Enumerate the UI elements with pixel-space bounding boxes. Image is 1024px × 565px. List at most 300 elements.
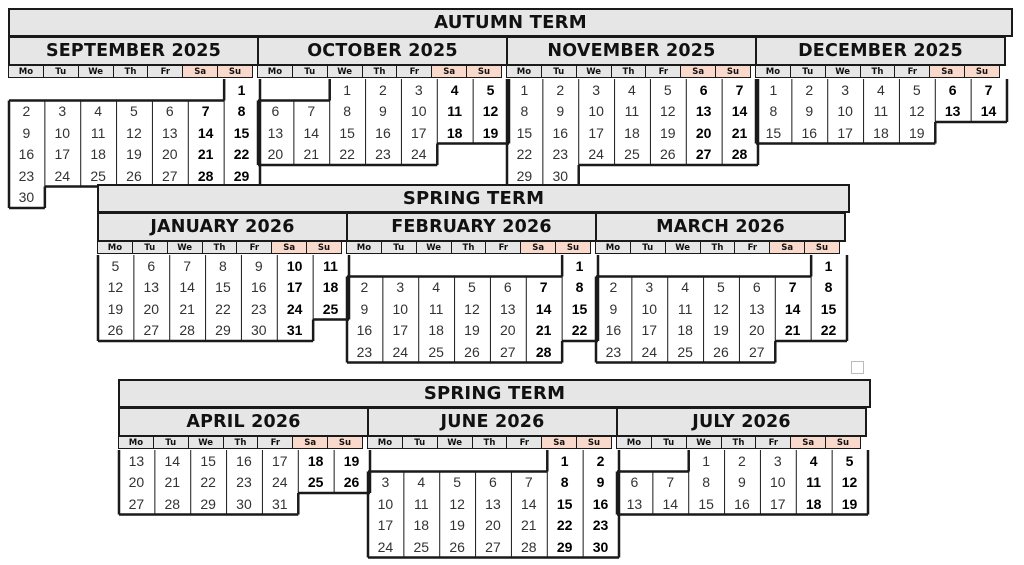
weekday-header: Su: [576, 436, 612, 449]
day-cell: 3: [58, 103, 67, 120]
day-cell: 4: [417, 474, 426, 491]
day-cell: 14: [164, 452, 181, 469]
day-cell: 27: [128, 495, 145, 512]
empty-day-cell: [44, 79, 80, 101]
empty-day-cell: [774, 255, 810, 277]
day-cell: 4: [628, 81, 636, 98]
weekday-header: Fr: [645, 65, 681, 78]
day-cell: 26: [107, 322, 124, 339]
day-cell: 8: [219, 257, 227, 274]
empty-day-cell: [116, 79, 152, 101]
day-cell: 28: [535, 343, 552, 360]
day-cell: 31: [272, 495, 288, 512]
month-title: SEPTEMBER 2025: [8, 36, 259, 66]
week-row: [97, 277, 348, 299]
day-cell: 10: [588, 103, 604, 120]
week-row: [367, 515, 618, 537]
weekday-header: Sa: [680, 65, 716, 78]
day-cell: 1: [520, 81, 529, 98]
day-cell: 7: [666, 474, 675, 491]
weekday-header: Su: [715, 65, 751, 78]
day-cell: 19: [660, 124, 676, 141]
weekday-header: Su: [804, 241, 840, 254]
weekday-header: Sa: [271, 241, 307, 254]
day-cell: 12: [660, 103, 676, 120]
month-title: MARCH 2026: [595, 212, 846, 242]
day-cell: 25: [677, 343, 693, 360]
empty-day-cell: [44, 187, 80, 209]
day-cell: 2: [379, 81, 387, 98]
day-cell: 8: [824, 279, 833, 296]
week-row: [595, 298, 846, 320]
week-row: [8, 101, 259, 123]
weekday-header: Sa: [929, 65, 965, 78]
day-cell: 15: [556, 495, 573, 512]
empty-day-cell: [703, 255, 739, 277]
weekday-header: Tu: [630, 241, 666, 254]
empty-day-cell: [346, 255, 382, 277]
weekday-header: Sa: [292, 436, 328, 449]
day-cell: 3: [773, 452, 782, 469]
day-cell: 9: [379, 103, 387, 120]
day-cell: 14: [179, 279, 195, 296]
day-cell: 4: [877, 81, 885, 98]
day-cell: 23: [605, 343, 622, 360]
day-cell: 28: [164, 495, 181, 512]
day-cell: 2: [22, 103, 31, 120]
weekday-header: Mo: [8, 65, 44, 78]
day-cell: 26: [449, 538, 465, 555]
day-cell: 8: [560, 474, 569, 491]
day-cell: 18: [428, 322, 444, 339]
day-cell: 27: [500, 343, 516, 360]
day-cell: 18: [307, 452, 324, 469]
day-cell: 23: [251, 300, 267, 317]
day-cell: 7: [984, 81, 993, 98]
day-cell: 5: [453, 474, 461, 491]
day-cell: 28: [521, 538, 537, 555]
week-row: [346, 341, 597, 363]
day-grid: [367, 450, 618, 558]
empty-day-cell: [333, 493, 369, 515]
day-cell: 22: [516, 146, 533, 163]
day-cell: 28: [179, 322, 195, 339]
empty-day-cell: [80, 79, 116, 101]
day-cell: 5: [111, 257, 120, 274]
day-cell: 4: [94, 103, 102, 120]
weekday-header-row: [97, 242, 348, 255]
day-cell: 22: [215, 300, 231, 317]
weekday-header: We: [665, 241, 701, 254]
day-cell: 7: [524, 474, 533, 491]
day-cell: 10: [392, 300, 409, 317]
day-cell: 14: [731, 103, 748, 120]
day-cell: 11: [447, 103, 463, 120]
day-cell: 3: [592, 81, 600, 98]
week-row: [257, 122, 508, 144]
empty-day-cell: [525, 255, 561, 277]
day-cell: 21: [303, 146, 320, 163]
day-cell: 9: [22, 124, 31, 141]
month-title: JANUARY 2026: [97, 212, 348, 242]
day-cell: 8: [575, 279, 584, 296]
weekday-header: Mo: [595, 241, 631, 254]
week-row: [8, 122, 259, 144]
month-calendar: [118, 407, 369, 558]
day-cell: 17: [286, 279, 303, 296]
weekday-header: Th: [700, 241, 736, 254]
day-cell: 20: [162, 146, 178, 163]
day-cell: 10: [54, 124, 71, 141]
day-cell: 19: [841, 495, 858, 512]
day-cell: 1: [237, 81, 246, 98]
day-cell: 18: [624, 124, 640, 141]
week-row: [8, 79, 259, 101]
empty-day-cell: [738, 255, 774, 277]
day-cell: 24: [411, 146, 427, 163]
empty-day-cell: [293, 79, 329, 101]
week-row: [595, 277, 846, 299]
day-cell: 16: [552, 124, 569, 141]
day-cell: 28: [197, 167, 214, 184]
month-calendar: [346, 212, 597, 363]
day-cell: 2: [738, 452, 746, 469]
weekday-header: Fr: [257, 436, 293, 449]
day-cell: 30: [236, 495, 252, 512]
day-cell: 3: [396, 279, 405, 296]
day-cell: 24: [286, 300, 303, 317]
day-cell: 7: [201, 103, 210, 120]
day-cell: 10: [770, 474, 786, 491]
day-cell: 20: [143, 300, 160, 317]
weekday-header-row: [8, 66, 259, 79]
month-title: JULY 2026: [616, 407, 867, 437]
day-cell: 16: [592, 495, 609, 512]
day-cell: 13: [695, 103, 712, 120]
day-cell: 9: [556, 103, 565, 120]
week-row: [506, 122, 757, 144]
empty-day-cell: [257, 79, 293, 101]
day-cell: 22: [233, 146, 250, 163]
day-cell: 21: [731, 124, 748, 141]
weekday-header: We: [327, 65, 363, 78]
empty-day-cell: [312, 320, 348, 342]
day-cell: 3: [414, 81, 423, 98]
day-cell: 29: [556, 538, 573, 555]
empty-day-cell: [475, 450, 511, 472]
empty-day-cell: [652, 450, 688, 472]
day-cell: 16: [236, 452, 252, 469]
day-cell: 17: [837, 124, 853, 141]
weekday-header: Th: [860, 65, 896, 78]
day-cell: 8: [343, 103, 351, 120]
day-cell: 10: [837, 103, 853, 120]
day-cell: 18: [677, 322, 693, 339]
month-title: NOVEMBER 2025: [506, 36, 757, 66]
weekday-header: Fr: [894, 65, 930, 78]
day-cell: 11: [90, 124, 106, 141]
day-cell: 7: [539, 279, 548, 296]
empty-day-cell: [439, 450, 475, 472]
day-cell: 24: [392, 343, 409, 360]
day-cell: 13: [267, 124, 284, 141]
day-cell: 26: [464, 343, 480, 360]
day-cell: 28: [731, 146, 748, 163]
weekday-header: Th: [611, 65, 647, 78]
empty-day-cell: [403, 450, 439, 472]
day-cell: 30: [592, 538, 609, 555]
empty-day-cell: [382, 255, 418, 277]
day-cell: 27: [143, 322, 160, 339]
day-cell: 5: [486, 81, 495, 98]
day-cell: 13: [485, 495, 501, 512]
week-row: [97, 255, 348, 277]
day-cell: 1: [343, 81, 351, 98]
day-cell: 29: [516, 167, 533, 184]
day-cell: 17: [54, 146, 71, 163]
day-cell: 5: [663, 81, 672, 98]
weekday-header: We: [188, 436, 224, 449]
day-cell: 9: [596, 474, 605, 491]
day-cell: 13: [143, 279, 160, 296]
day-cell: 25: [624, 146, 640, 163]
day-cell: 1: [824, 257, 833, 274]
weekday-header: Th: [223, 436, 259, 449]
day-cell: 29: [233, 167, 250, 184]
month-calendar: [595, 212, 846, 363]
weekday-header: Fr: [147, 65, 183, 78]
term-title: AUTUMN TERM: [8, 8, 1013, 37]
day-cell: 16: [801, 124, 818, 141]
day-cell: 1: [702, 452, 710, 469]
day-cell: 20: [749, 322, 765, 339]
day-cell: 6: [752, 279, 761, 296]
day-grid: [118, 450, 369, 515]
day-cell: 23: [236, 474, 252, 491]
day-cell: 19: [449, 517, 465, 534]
day-cell: 20: [267, 146, 284, 163]
day-cell: 11: [323, 257, 338, 274]
week-row: [755, 122, 1006, 144]
day-cell: 30: [251, 322, 267, 339]
day-cell: 25: [322, 300, 339, 317]
week-row: [595, 341, 846, 363]
month-calendar: [257, 36, 508, 208]
day-cell: 16: [251, 279, 267, 296]
day-cell: 2: [609, 279, 618, 296]
day-cell: 21: [521, 517, 537, 534]
day-cell: 15: [339, 124, 355, 141]
weekday-header: Sa: [182, 65, 218, 78]
day-cell: 6: [948, 81, 957, 98]
day-cell: 20: [485, 517, 501, 534]
day-cell: 26: [713, 343, 729, 360]
day-cell: 22: [571, 322, 588, 339]
weekday-header: Su: [825, 436, 861, 449]
day-grid: [755, 79, 1006, 144]
day-cell: 4: [681, 279, 689, 296]
day-cell: 17: [770, 495, 786, 512]
term-months: [118, 407, 865, 558]
week-row: [367, 493, 618, 515]
day-grid: [616, 450, 867, 515]
day-cell: 17: [272, 452, 288, 469]
day-cell: 19: [126, 146, 142, 163]
week-row: [97, 298, 348, 320]
day-cell: 12: [482, 103, 499, 120]
day-cell: 13: [749, 300, 765, 317]
day-cell: 1: [769, 81, 778, 98]
day-cell: 14: [303, 124, 320, 141]
day-cell: 11: [413, 495, 429, 512]
day-cell: 9: [360, 300, 369, 317]
weekday-header: Tu: [43, 65, 79, 78]
day-cell: 15: [820, 300, 837, 317]
day-cell: 21: [197, 146, 214, 163]
empty-day-cell: [561, 341, 597, 363]
week-row: [595, 320, 846, 342]
empty-day-cell: [151, 79, 187, 101]
day-cell: 8: [769, 103, 778, 120]
week-row: [755, 101, 1006, 123]
weekday-header: Th: [472, 436, 508, 449]
day-cell: 4: [432, 279, 440, 296]
day-cell: 26: [660, 146, 676, 163]
weekday-header-row: [595, 242, 846, 255]
day-cell: 5: [717, 279, 725, 296]
weekday-header: Mo: [97, 241, 133, 254]
week-row: [506, 144, 757, 166]
weekday-header: Sa: [431, 65, 467, 78]
day-cell: 15: [200, 452, 216, 469]
checkbox-square[interactable]: [851, 361, 864, 374]
day-cell: 10: [641, 300, 658, 317]
day-cell: 15: [765, 124, 782, 141]
weekday-header: Th: [202, 241, 238, 254]
day-cell: 5: [130, 103, 138, 120]
week-row: [367, 536, 618, 558]
day-cell: 27: [749, 343, 765, 360]
empty-day-cell: [489, 255, 525, 277]
day-cell: 17: [641, 322, 658, 339]
day-cell: 20: [500, 322, 516, 339]
weekday-header: We: [437, 436, 473, 449]
day-cell: 2: [556, 81, 565, 98]
day-cell: 5: [912, 81, 921, 98]
weekday-header: Mo: [616, 436, 652, 449]
week-row: [257, 101, 508, 123]
week-row: [367, 472, 618, 494]
empty-day-cell: [454, 255, 490, 277]
day-cell: 21: [784, 322, 801, 339]
empty-day-cell: [616, 450, 652, 472]
day-cell: 1: [575, 257, 584, 274]
day-cell: 12: [126, 124, 142, 141]
weekday-header: Fr: [396, 65, 432, 78]
weekday-header: Mo: [257, 65, 293, 78]
month-title: FEBRUARY 2026: [346, 212, 597, 242]
day-cell: 17: [377, 517, 394, 534]
empty-day-cell: [631, 255, 667, 277]
week-row: [346, 277, 597, 299]
weekday-header: Tu: [541, 65, 577, 78]
weekday-header-row: [506, 66, 757, 79]
day-cell: 3: [645, 279, 654, 296]
day-cell: 27: [162, 167, 178, 184]
day-cell: 12: [713, 300, 729, 317]
weekday-header-row: [616, 437, 867, 450]
day-cell: 14: [535, 300, 552, 317]
day-cell: 10: [377, 495, 394, 512]
day-grid: [97, 255, 348, 341]
weekday-header: Fr: [485, 241, 521, 254]
day-cell: 16: [605, 322, 622, 339]
weekday-header: Sa: [769, 241, 805, 254]
day-cell: 13: [162, 124, 178, 141]
day-cell: 12: [449, 495, 465, 512]
day-cell: 2: [596, 452, 605, 469]
day-cell: 2: [805, 81, 814, 98]
day-cell: 22: [820, 322, 837, 339]
day-cell: 13: [626, 495, 643, 512]
day-cell: 15: [233, 124, 250, 141]
day-cell: 11: [806, 474, 822, 491]
day-cell: 13: [128, 452, 145, 469]
weekday-header: Mo: [367, 436, 403, 449]
day-cell: 3: [841, 81, 849, 98]
day-cell: 6: [165, 103, 174, 120]
weekday-header: Mo: [346, 241, 382, 254]
empty-day-cell: [418, 255, 454, 277]
day-cell: 31: [286, 322, 303, 339]
day-cell: 16: [18, 146, 35, 163]
day-cell: 14: [980, 103, 997, 120]
day-cell: 17: [411, 124, 427, 141]
weekday-header: We: [167, 241, 203, 254]
week-row: [257, 144, 508, 166]
day-cell: 19: [713, 322, 729, 339]
weekday-header-row: [118, 437, 369, 450]
day-cell: 11: [428, 300, 444, 317]
day-cell: 20: [695, 124, 712, 141]
day-cell: 23: [592, 517, 609, 534]
weekday-header: Mo: [755, 65, 791, 78]
week-row: [506, 101, 757, 123]
week-row: [97, 320, 348, 342]
day-cell: 16: [734, 495, 750, 512]
day-cell: 1: [560, 452, 569, 469]
day-cell: 8: [702, 474, 710, 491]
term-months: [97, 212, 844, 363]
weekday-header: Mo: [506, 65, 542, 78]
day-cell: 18: [90, 146, 106, 163]
weekday-header-row: [346, 242, 597, 255]
week-row: [257, 79, 508, 101]
weekday-header: Th: [113, 65, 149, 78]
empty-day-cell: [472, 144, 508, 166]
day-cell: 21: [179, 300, 195, 317]
day-cell: 27: [485, 538, 501, 555]
day-cell: 19: [107, 300, 124, 317]
day-cell: 9: [609, 300, 618, 317]
day-cell: 4: [450, 81, 459, 98]
day-cell: 29: [200, 495, 216, 512]
month-calendar: [97, 212, 348, 363]
day-cell: 19: [464, 322, 480, 339]
weekday-header: Th: [451, 241, 487, 254]
week-row: [367, 450, 618, 472]
day-cell: 9: [805, 103, 814, 120]
